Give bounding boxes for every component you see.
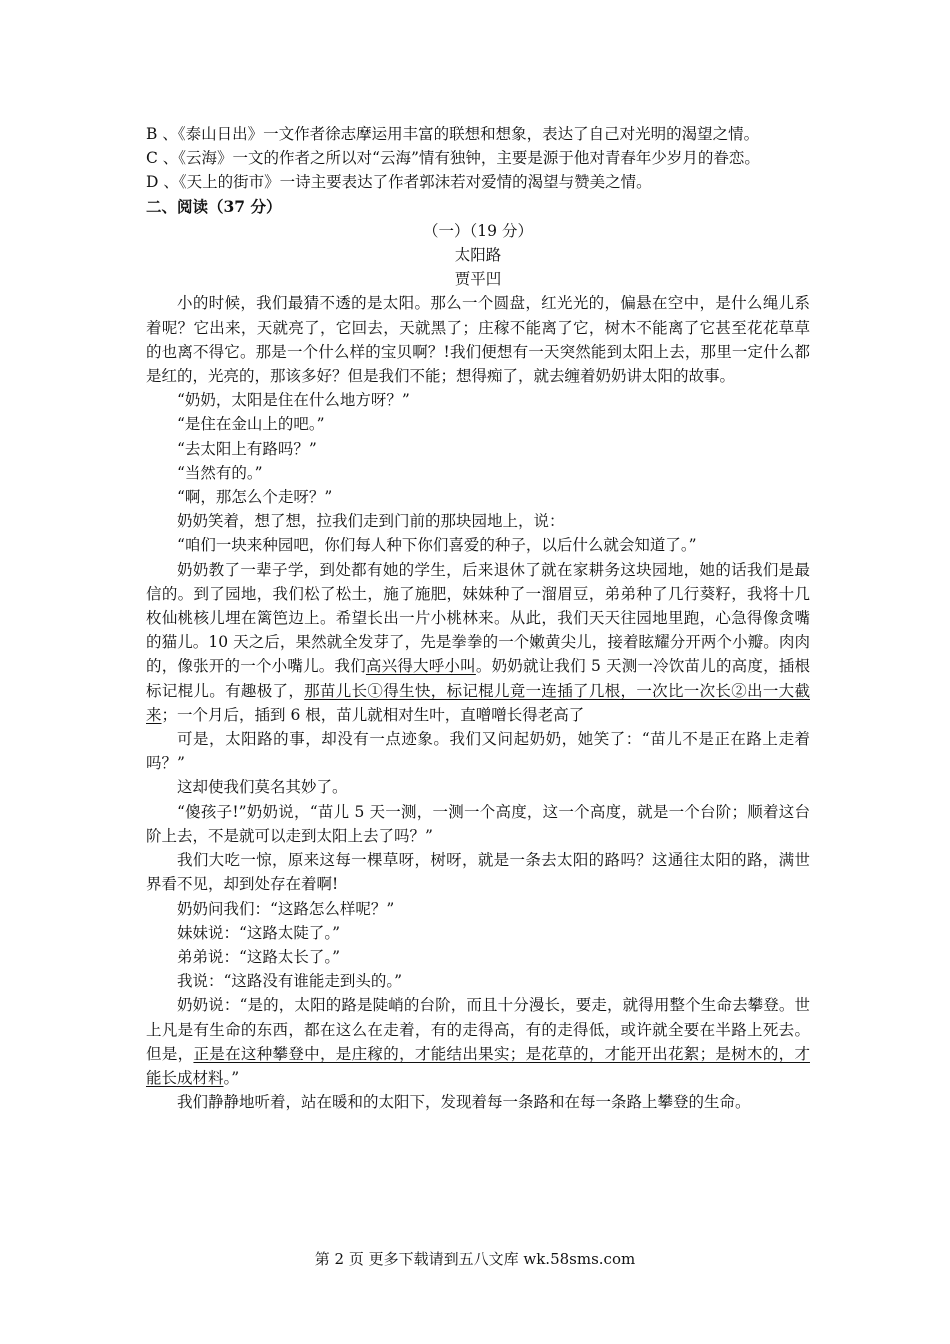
article-author: 贾平凹 — [454, 270, 502, 289]
dialogue-4: “当然有的。” — [177, 463, 263, 482]
paragraph-14: 我们静静地听着，站在暖和的太阳下，发现着每一条路和在每一条路上攀登的生命。 — [177, 1093, 751, 1112]
underlined-phrase-3: 正是在这种攀登中，是庄稼的，才能结出果实；是花草的，才能开出花絮；是树木的，才能长成材料 — [146, 1044, 810, 1087]
paragraph-4-text-b: 。奶奶就让我们 5 天测一冷饮苗儿的高度，插根标记棍儿。有趣极了， — [146, 657, 810, 700]
dialogue-2: “是住在金山上的吧。” — [177, 415, 325, 434]
dialogue-5: “啊，那怎么个走呀？” — [177, 488, 333, 507]
paragraph-9: 奶奶问我们：“这路怎么样呢？” — [177, 899, 395, 918]
paragraph-11: 弟弟说：“这路太长了。” — [177, 947, 341, 966]
paragraph-4-text-a: 奶奶教了一辈子学，到处都有她的学生，后来退休了就在家耕务这块园地，她的话我们是最信的。到了园地，我们松了松土，施了施肥，妹妹种了一溜眉豆，弟弟种了几行葵籽，我将十几枚仙桃核儿埋在篱笆边上。希望长出一片小桃林来。从此，我们天天往园地里跑，心急得像贪嘴的猫儿。10 天之后，果然就全发芽了，先是拳拳的一个嫩黄尖儿，接着眩耀分开两个小瓣。肉肉的，像张开的一个小嘴儿。我们 — [146, 560, 810, 676]
underlined-phrase-1: 高兴得大呼小叫 — [365, 657, 476, 676]
paragraph-5: 可是，太阳路的事，却没有一点迹象。我们又问起奶奶，她笑了：“苗儿不是正在路上走着吗？” — [146, 730, 810, 773]
paragraph-13 — [146, 993, 810, 1090]
paragraph-12: 我说：“这路没有谁能走到头的。” — [177, 972, 403, 991]
paragraph-6: 这却使我们莫名其妙了。 — [177, 778, 348, 797]
paragraph-4-text-c: ；一个月后，插到 6 根，苗儿就相对生叶，直噌噌长得老高了 — [161, 705, 585, 724]
paragraph-10: 妹妹说：“这路太陡了。” — [177, 923, 341, 942]
paragraph-4 — [146, 558, 810, 727]
underlined-phrase-2: 那苗儿长①得生快，标记棍儿竟一连插了几根，一次比一次长②出一大截来 — [146, 681, 810, 724]
dialogue-1: “奶奶，太阳是住在什么地方呀？” — [177, 391, 410, 410]
option-c: C 、《云海》一文的作者之所以对“云海”情有独钟，主要是源于他对青春年少岁月的眷恋。 — [146, 149, 760, 168]
article-title: 太阳路 — [454, 246, 502, 265]
document-page — [146, 122, 810, 1114]
paragraph-13-text-a: 奶奶说：“是的，太阳的路是陡峭的台阶，而且十分漫长，要走，就得用整个生命去攀登。世上凡是有生命的东西，都在这么在走着，有的走得高，有的走得低，或许就全要在半路上死去。但是， — [146, 996, 810, 1063]
paragraph-13-text-b: 。” — [223, 1068, 240, 1087]
part-label: （一）（19 分） — [423, 221, 533, 240]
paragraph-1: 小的时候，我们最猜不透的是太阳。那么一个圆盘，红光光的，偏悬在空中，是什么绳儿系着呢？它出来，天就亮了，它回去，天就黑了；庄稼不能离了它，树木不能离了它甚至花花草草的也离不得它。那是一个什么样的宝贝啊？!我们便想有一天突然能到太阳上去，那里一定什么都是红的，光亮的，那该多好？但是我们不能；想得痴了，就去缠着奶奶讲太阳的故事。 — [146, 294, 810, 386]
option-d: D 、《天上的街市》一诗主要表达了作者郭沫若对爱情的渴望与赞美之情。 — [146, 173, 652, 192]
dialogue-3: “去太阳上有路吗？” — [177, 439, 317, 458]
option-b: B 、《泰山日出》一文作者徐志摩运用丰富的联想和想象，表达了自己对光明的渴望之情。 — [146, 125, 760, 143]
paragraph-7: “傻孩子!”奶奶说，“苗儿 5 天一测，一测一个高度，这一个高度，就是一个台阶；顺着这台阶上去，不是就可以走到太阳上去了吗？” — [146, 802, 810, 845]
paragraph-8: 我们大吃一惊，原来这每一棵草呀，树呀，就是一条去太阳的路吗？这通往太阳的路，满世界看不见，却到处存在着啊! — [146, 851, 810, 894]
section-heading: 二、阅读（37 分） — [146, 196, 282, 216]
page-footer: 第 2 页 更多下载请到五八文库 wk.58sms.com — [314, 1250, 636, 1268]
paragraph-2: 奶奶笑着，想了想，拉我们走到门前的那块园地上，说： — [177, 512, 565, 531]
paragraph-3: “咱们一块来种园吧，你们每人种下你们喜爱的种子，以后什么就会知道了。” — [177, 536, 697, 555]
